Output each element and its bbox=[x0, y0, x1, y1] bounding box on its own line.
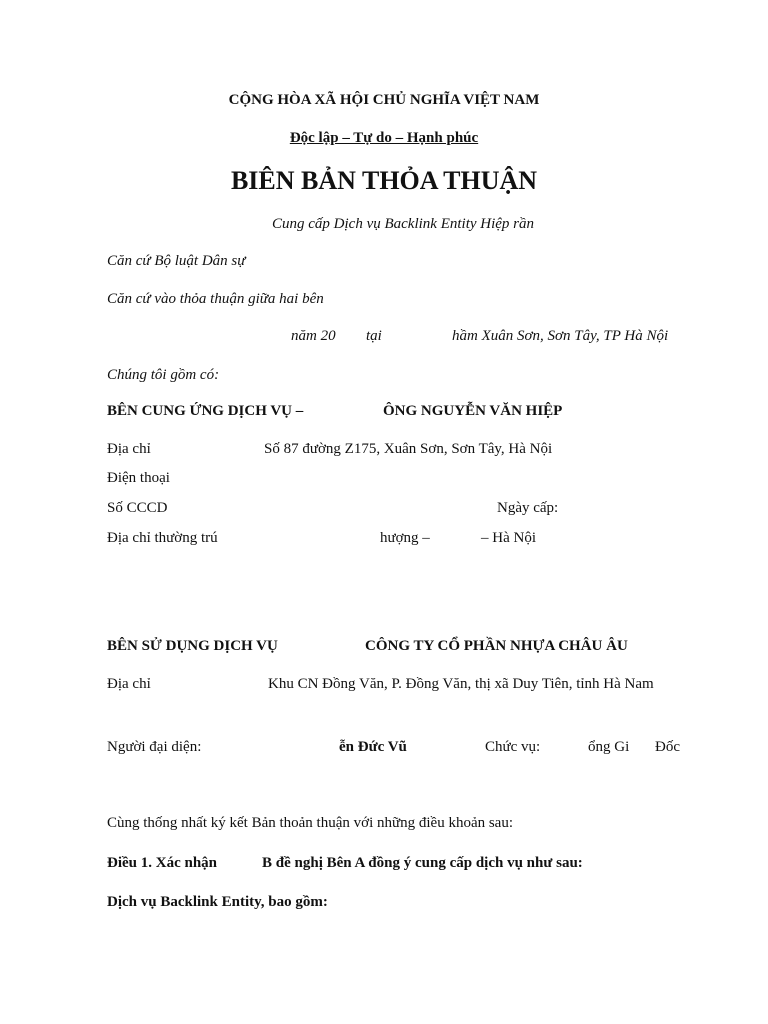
article1-text: B đề nghị Bên A đồng ý cung cấp dịch vụ như sau: bbox=[262, 855, 583, 871]
agreement-line: Cùng thống nhất ký kết Bản thoản thuận với những điều khoản sau: bbox=[107, 815, 514, 831]
user-rep-name: ễn Đức Vũ bbox=[339, 739, 407, 755]
document-title: BIÊN BẢN THỎA THUẬN bbox=[230, 166, 538, 195]
provider-id-label: Số CCCD bbox=[107, 500, 168, 516]
provider-address-label: Địa chỉ bbox=[107, 441, 151, 457]
republic-heading: CỘNG HÒA XÃ HỘI CHỦ NGHĨA VIỆT NAM bbox=[228, 92, 540, 108]
user-position-label: Chức vụ: bbox=[485, 739, 541, 755]
user-rep-label: Người đại diện: bbox=[107, 739, 202, 755]
provider-name: ÔNG NGUYỄN VĂN HIỆP bbox=[383, 403, 563, 419]
provider-issued-label: Ngày cấp: bbox=[497, 500, 559, 516]
user-position-value-1: ổng Gi bbox=[588, 739, 630, 755]
user-address-label: Địa chỉ bbox=[107, 676, 151, 692]
user-address-value: Khu CN Đồng Văn, P. Đồng Văn, thị xã Duy Tiên, tỉnh Hà Nam bbox=[268, 676, 654, 692]
basis-law: Căn cứ Bộ luật Dân sự bbox=[107, 253, 246, 269]
provider-permanent-part2: – Hà Nội bbox=[481, 530, 536, 546]
parties-intro: Chúng tôi gồm có: bbox=[107, 367, 220, 383]
provider-permanent-label: Địa chỉ thường trú bbox=[107, 530, 218, 546]
user-heading: BÊN SỬ DỤNG DỊCH VỤ bbox=[107, 638, 278, 654]
basis-agreement: Căn cứ vào thỏa thuận giữa hai bên bbox=[107, 291, 324, 307]
provider-phone-label: Điện thoại bbox=[107, 470, 170, 486]
provider-permanent-part1: hượng – bbox=[380, 530, 430, 546]
article1-label: Điều 1. Xác nhận bbox=[107, 855, 218, 871]
date-prefix: năm 20 bbox=[291, 328, 336, 344]
user-position-value-2: Đốc bbox=[655, 739, 680, 755]
provider-heading: BÊN CUNG ỨNG DỊCH VỤ – bbox=[107, 403, 304, 419]
user-company-name: CÔNG TY CỔ PHẦN NHỰA CHÂU ÂU bbox=[365, 638, 628, 654]
motto: Độc lập – Tự do – Hạnh phúc bbox=[289, 130, 479, 146]
provider-address-value: Số 87 đường Z175, Xuân Sơn, Sơn Tây, Hà Nội bbox=[264, 441, 553, 457]
signing-location: hầm Xuân Sơn, Sơn Tây, TP Hà Nội bbox=[452, 328, 669, 344]
document-subtitle: Cung cấp Dịch vụ Backlink Entity Hiệp rần bbox=[272, 216, 535, 232]
date-at: tại bbox=[366, 328, 382, 344]
service-line: Dịch vụ Backlink Entity, bao gồm: bbox=[107, 894, 328, 910]
